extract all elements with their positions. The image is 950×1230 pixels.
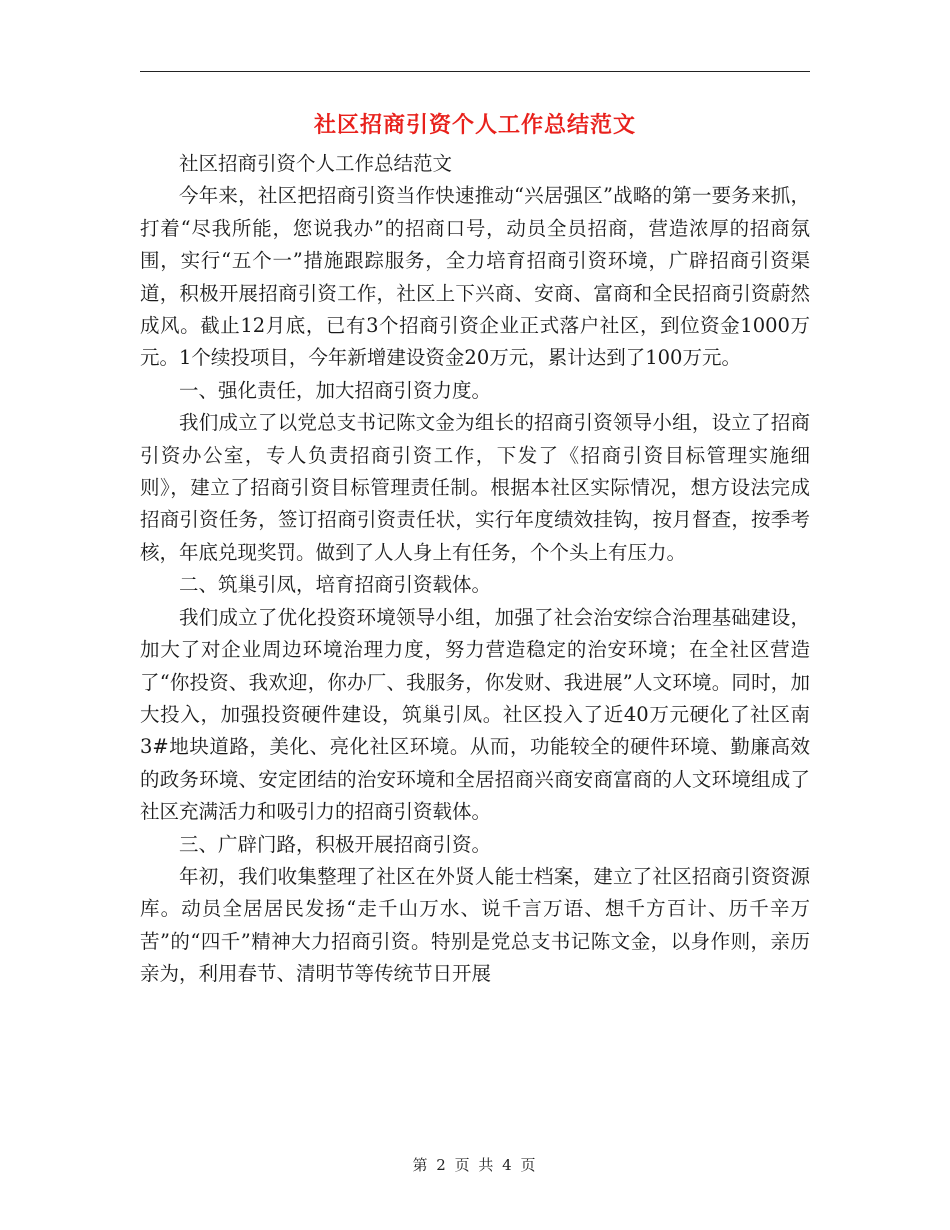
paragraph-intro: 今年来，社区把招商引资当作快速推动“兴居强区”战略的第一要务来抓，打着“尽我所能，您说我办”的招商口号，动员全员招商，营造浓厚的招商氛围，实行“五个一”措施跟踪服务，全力培育招商引资环境，广辟招商引资渠道，积极开展招商引资工作，社区上下兴商、安商、富商和全民招商引资蔚然成风。截止12月底，已有3个招商引资企业正式落户社区，到位资金1000万元。1个续投项目，今年新增建设资金20万元，累计达到了100万元。: [140, 184, 810, 370]
paragraph-section-3: 年初，我们收集整理了社区在外贤人能士档案，建立了社区招商引资资源库。动员全居居民发扬“走千山万水、说千言万语、想千方百计、历千辛万苦”的“四千”精神大力招商引资。特别是党总支书记陈文金，以身作则，亲历亲为，利用春节、清明节等传统节日开展: [140, 864, 810, 986]
paragraph-section-1: 我们成立了以党总支书记陈文金为组长的招商引资领导小组，设立了招商引资办公室，专人负责招商引资工作，下发了《招商引资目标管理实施细则》，建立了招商引资目标管理责任制。根据本社区实际情况，想方设法完成招商引资任务，签订招商引资责任状，实行年度绩效挂钩，按月督查，按季考核，年底兑现奖罚。做到了人人身上有任务，个个头上有压力。: [140, 411, 810, 564]
page-number: 第 2 页 共 4 页: [412, 1156, 538, 1174]
paragraph-subtitle: 社区招商引资个人工作总结范文: [179, 152, 453, 175]
document-body: [140, 148, 810, 991]
section-heading-1: 一、强化责任，加大招商引资力度。: [179, 378, 492, 402]
section-heading-3: 三、广辟门路，积极开展招商引资。: [179, 832, 492, 856]
header-rule: [140, 71, 810, 72]
section-heading-2: 二、筑巢引凤，培育招商引资载体。: [179, 573, 492, 597]
document-title: 社区招商引资个人工作总结范文: [313, 112, 636, 138]
paragraph-section-2: 我们成立了优化投资环境领导小组，加强了社会治安综合治理基础建设，加大了对企业周边环境治理力度，努力营造稳定的治安环境；在全社区营造了“你投资、我欢迎，你办厂、我服务，你发财、我进展”人文环境。同时，加大投入，加强投资硬件建设，筑巢引凤。社区投入了近40万元硬化了社区南3#地块道路，美化、亮化社区环境。从而，功能较全的硬件环境、勤廉高效的政务环境、安定团结的治安环境和全居招商兴商安商富商的人文环境组成了社区充满活力和吸引力的招商引资载体。: [140, 605, 810, 824]
